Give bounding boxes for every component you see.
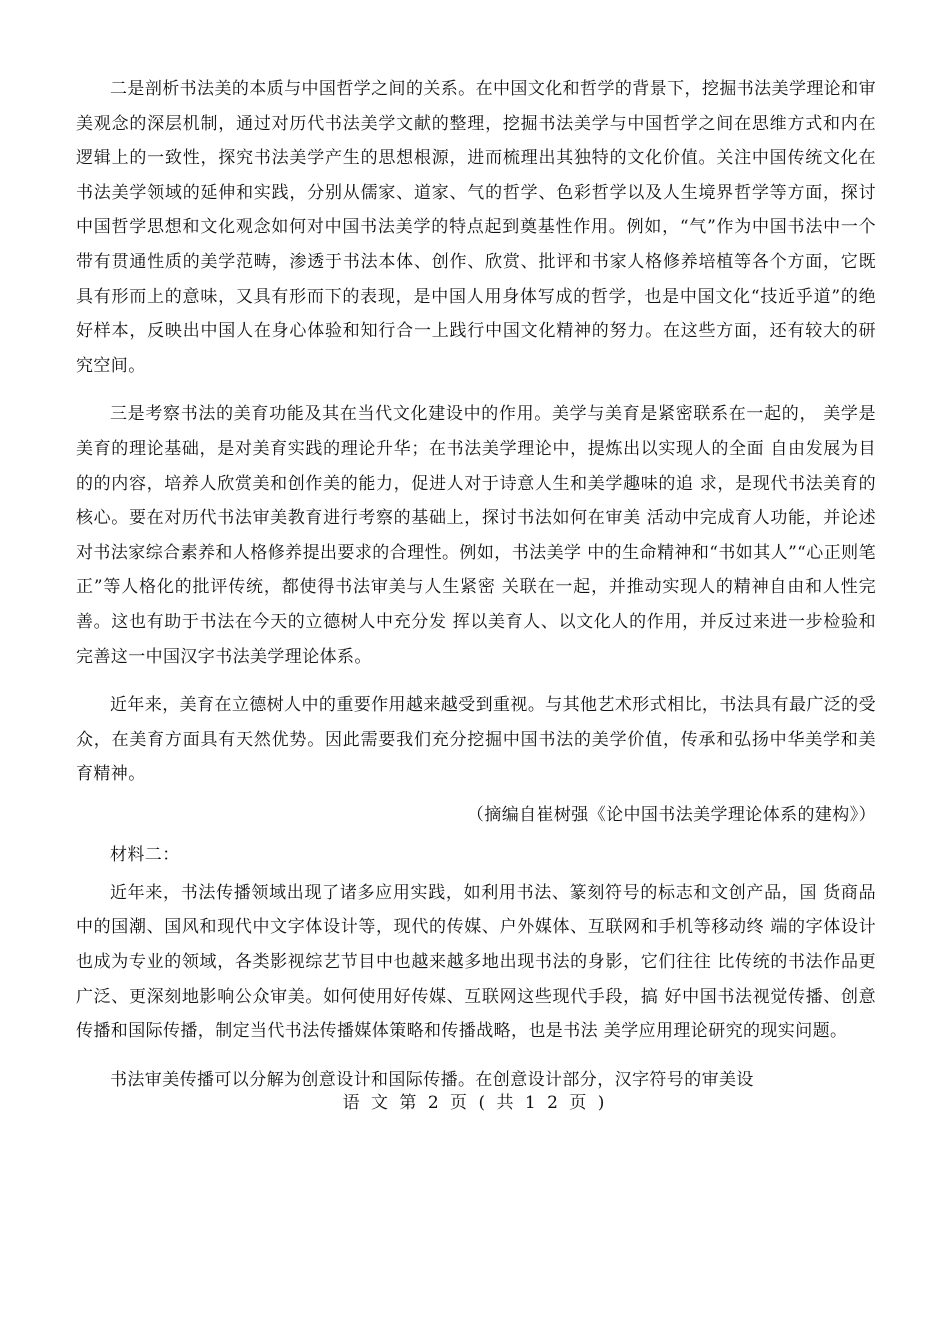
material-2-paragraph-2: 书法审美传播可以分解为创意设计和国际传播。在创意设计部分，汉字符号的审美设	[110, 1069, 754, 1090]
paragraph-2: 二是剖析书法美的本质与中国哲学之间的关系。在中国文化和哲学的背景下，挖掘书法美学理论和审美观念的深层机制，通过对历代书法美学文献的整理，挖掘书法美学与中国哲学之间在思维方式和内在逻辑上的一致性，探究书法美学产生的思想根源，进而梳理出其独特的文化价值。关注中国传统文化在书法美学领域的延伸和实践，分别从儒家、道家、气的哲学、色彩哲学以及人生境界哲学等方面，探讨中国哲学思想和文化观念如何对中国书法美学的特点起到奠基性作用。例如，“气”作为中国书法中一个带有贯通性质的美学范畴，渗透于书法本体、创作、欣赏、批评和书家人格修养培植等各个方面，它既具有形而上的意味，又具有形而下的表现，是中国人用身体写成的哲学，也是中国文化“技近乎道”的绝好样本，反映出中国人在身心体验和知行合一上践行中国文化精神的努力。在这些方面，还有较大的研究空间。	[76, 79, 876, 376]
paragraph-3: 三是考察书法的美育功能及其在当代文化建设中的作用。美学与美育是紧密联系在一起的， 美学是美育的理论基础，是对美育实践的理论升华；在书法美学理论中，提炼出以实现人的全面 自由发展为目的的内容，培养人欣赏美和创作美的能力，促进人对于诗意人生和美学趣味的追 求，是现代书法美育的核心。要在对历代书法审美教育进行考察的基础上，探讨书法如何在审美 活动中完成育人功能，并论述对书法家综合素养和人格修养提出要求的合理性。例如，书法美学 中的生命精神和“书如其人”“心正则笔正”等人格化的批评传统，都使得书法审美与人生紧密 关联在一起，并推动实现人的精神自由和人性完善。这也有助于书法在今天的立德树人中充分发 挥以美育人、以文化人的作用，并反过来进一步检验和完善这一中国汉字书法美学理论体系。	[76, 404, 876, 667]
source-citation: （摘编自崔树强《论中国书法美学理论体系的建构》）	[466, 804, 876, 825]
page-footer: 语 文 第 2 页 ( 共 1 2 页 )	[342, 1093, 608, 1113]
material-2-paragraph-1: 近年来，书法传播领域出现了诸多应用实践，如利用书法、篆刻符号的标志和文创产品，国 货商品中的国潮、国风和现代中文字体设计等，现代的传媒、户外媒体、互联网和手机等移动终 端的字体设计也成为专业的领域，各类影视综艺节目中也越来越多地出现书法的身影，它们往往 比传统的书法作品更广泛、更深刻地影响公众审美。如何使用好传媒、互联网这些现代手段，搞 好中国书法视觉传播、创意传播和国际传播，制定当代书法传播媒体策略和传播战略，也是书法 美学应用理论研究的现实问题。	[76, 882, 876, 1042]
paragraph-recent: 近年来，美育在立德树人中的重要作用越来越受到重视。与其他艺术形式相比，书法具有最广泛的受众，在美育方面具有天然优势。因此需要我们充分挖掘中国书法的美学价值，传承和弘扬中华美学和美育精神。	[76, 695, 876, 785]
material-2-label: 材料二：	[110, 844, 180, 865]
document-page	[76, 72, 876, 1111]
